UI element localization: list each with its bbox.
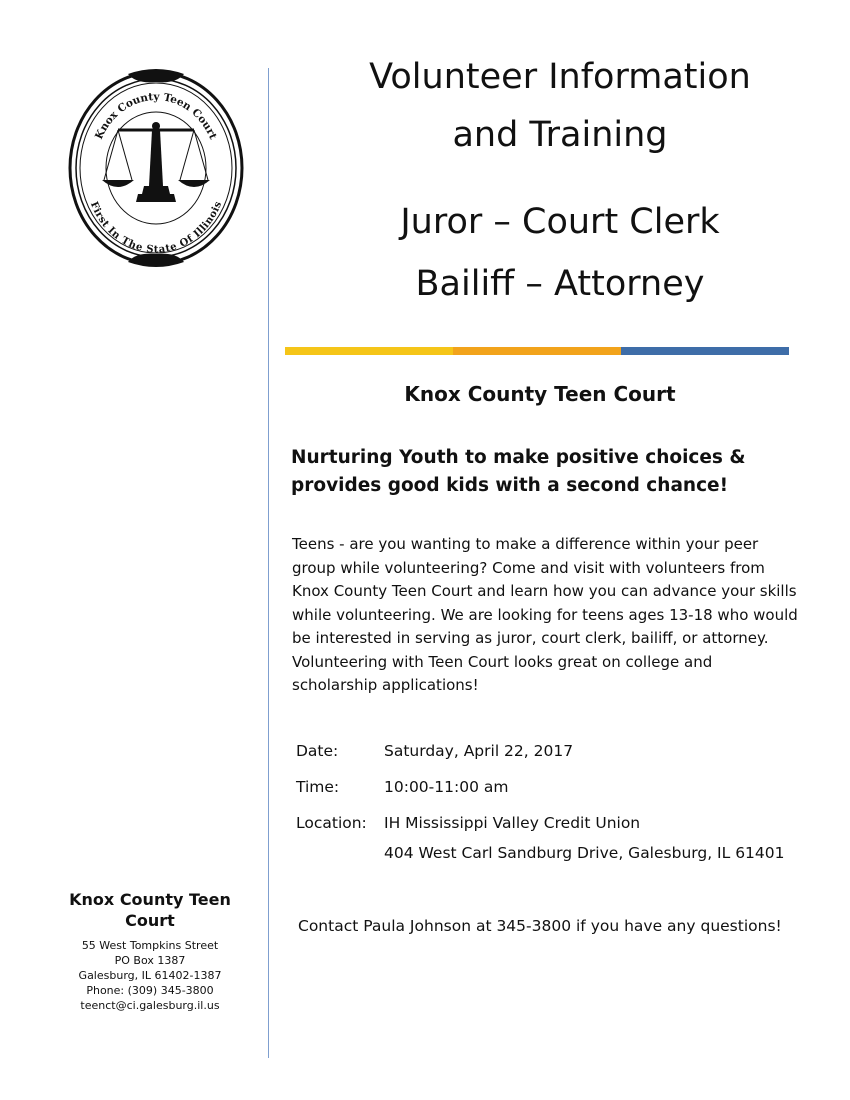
location-name: IH Mississippi Valley Credit Union <box>384 814 641 832</box>
date-label: Date: <box>296 742 339 760</box>
sidebar-city: Galesburg, IL 61402-1387 <box>78 969 222 982</box>
date-value: Saturday, April 22, 2017 <box>384 742 574 760</box>
sidebar-email: teenct@ci.galesburg.il.us <box>80 999 220 1012</box>
time-label: Time: <box>296 778 340 796</box>
tagline: Nurturing Youth to make positive choices & provides good kids with a second chance! <box>291 447 746 496</box>
flyer-title-line-1: Volunteer Information <box>369 57 751 97</box>
scales-of-justice-icon <box>66 68 246 268</box>
roles-line-1: Juror – Court Clerk <box>400 202 720 242</box>
contact-line: Contact Paula Johnson at 345-3800 if you have any questions! <box>298 917 782 935</box>
color-bar-yellow <box>285 347 453 355</box>
sidebar-organization-name: Knox County Teen Court <box>69 890 231 930</box>
color-bar-blue <box>621 347 789 355</box>
time-value: 10:00-11:00 am <box>384 778 509 796</box>
svg-text:First In The State Of Illinois: First In The State Of Illinois <box>87 200 225 256</box>
svg-text:Knox County Teen Court: Knox County Teen Court <box>93 90 219 142</box>
description-paragraph: Teens - are you wanting to make a difference within your peer group while volunteering? Come and visit with volunteers from Knox County Teen Court and learn how you can advance your skills while volunteering. We are looking for teens ages 13-18 who would be interested in serving as juror, court clerk, bailiff, or attorney. Volunteering with Teen Court looks great on college and scholarship applications! <box>292 535 798 694</box>
roles-line-2: Bailiff – Attorney <box>415 264 705 304</box>
sidebar-street: 55 West Tompkins Street <box>81 939 219 952</box>
color-bar-orange <box>453 347 621 355</box>
organization-heading: Knox County Teen Court <box>404 382 676 406</box>
vertical-divider <box>268 68 269 1058</box>
location-address: 404 West Carl Sandburg Drive, Galesburg, IL 61401 <box>384 844 785 862</box>
location-label: Location: <box>296 814 367 832</box>
flyer-title-line-2: and Training <box>452 115 668 155</box>
court-seal-logo <box>66 68 246 268</box>
sidebar-po-box: PO Box 1387 <box>114 954 186 967</box>
sidebar-phone: Phone: (309) 345-3800 <box>86 984 214 997</box>
